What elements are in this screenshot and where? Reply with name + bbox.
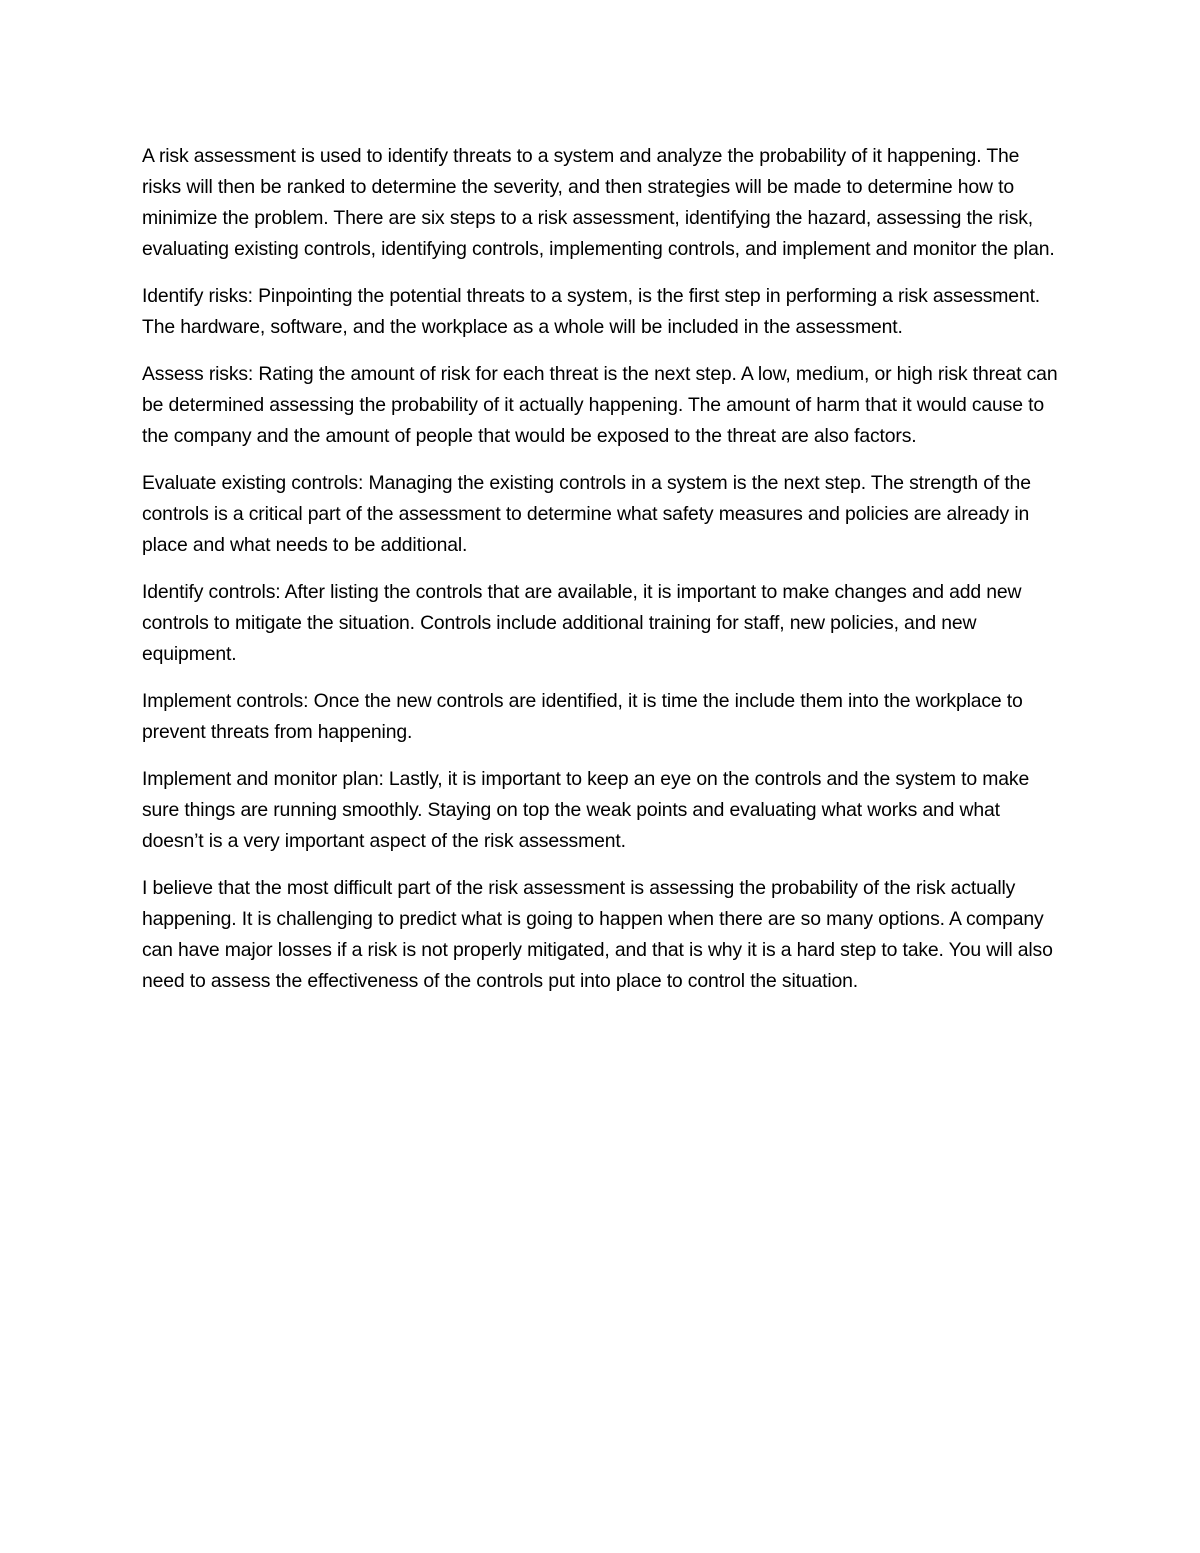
paragraph-identify-controls: Identify controls: After listing the controls that are available, it is important to make changes and add new controls to mitigate the situation. Controls include additional training for staff, new policies, and new equipment.: [142, 581, 1022, 665]
paragraph-evaluate-existing-controls: Evaluate existing controls: Managing the existing controls in a system is the next step. The strength of the controls is a critical part of the assessment to determine what safety measures and policies are already in place and what needs to be additional.: [142, 472, 1031, 556]
paragraph-identify-risks: Identify risks: Pinpointing the potential threats to a system, is the first step in performing a risk assessment. The hardware, software, and the workplace as a whole will be included in the assessment.: [142, 285, 1041, 338]
paragraph-implement-and-monitor-plan: Implement and monitor plan: Lastly, it is important to keep an eye on the controls and the system to make sure things are running smoothly. Staying on top the weak points and evaluating what works and what doesn’t is a very important aspect of the risk assessment.: [142, 768, 1030, 852]
paragraph-intro: A risk assessment is used to identify threats to a system and analyze the probability of it happening. The risks will then be ranked to determine the severity, and then strategies will be made to determine how to minimize the problem. There are six steps to a risk assessment, identifying the hazard, assessing the risk, evaluating existing controls, identifying controls, implementing controls, and implement and monitor the plan.: [142, 145, 1055, 260]
document-body: [142, 141, 1060, 1013]
paragraph-conclusion: I believe that the most difficult part of the risk assessment is assessing the probability of the risk actually happening. It is challenging to predict what is going to happen when there are so many options. A company can have major losses if a risk is not properly mitigated, and that is why it is a hard step to take. You will also need to assess the effectiveness of the controls put into place to control the situation.: [142, 877, 1053, 992]
paragraph-assess-risks: Assess risks: Rating the amount of risk for each threat is the next step. A low, medium, or high risk threat can be determined assessing the probability of it actually happening. The amount of harm that it would cause to the company and the amount of people that would be exposed to the threat are also factors.: [142, 363, 1058, 447]
paragraph-implement-controls: Implement controls: Once the new controls are identified, it is time the include them into the workplace to prevent threats from happening.: [142, 690, 1023, 743]
